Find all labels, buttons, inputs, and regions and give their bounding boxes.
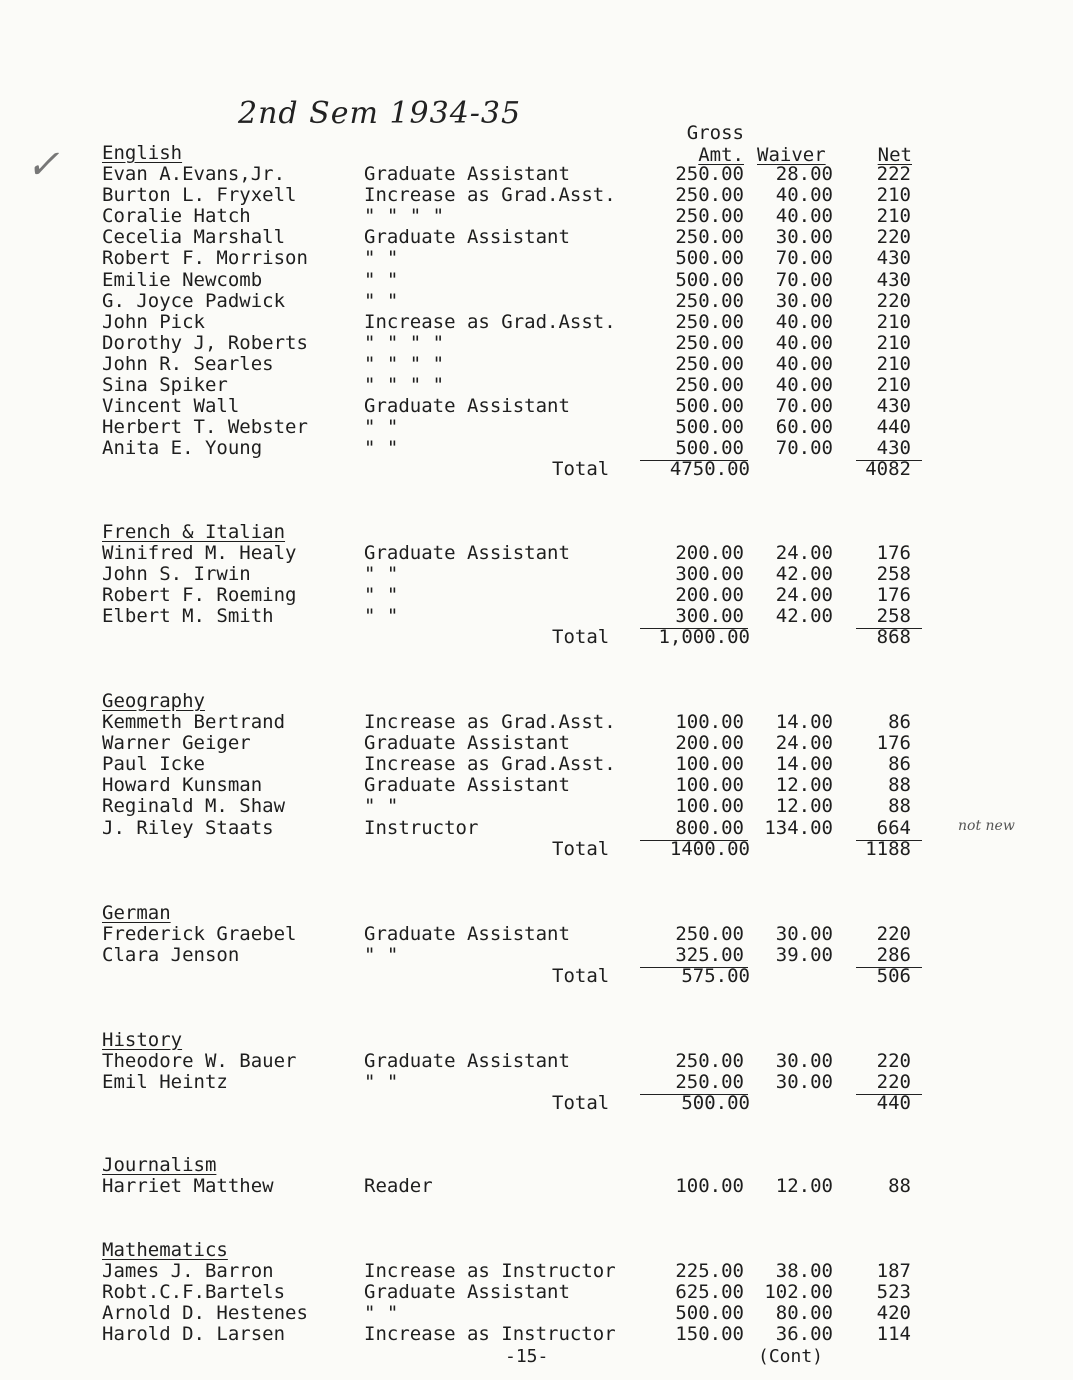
employee-name: Cecelia Marshall: [102, 226, 286, 249]
employee-name: Frederick Graebel: [102, 923, 297, 945]
position-title: " " " ": [364, 331, 445, 354]
waiver-amount: 70.00: [775, 437, 833, 460]
gross-amount: 250.00: [675, 352, 744, 375]
employee-name: Warner Geiger: [102, 732, 251, 755]
net-amount: 88: [888, 774, 911, 797]
net-amount: 258: [876, 563, 911, 586]
waiver-amount: 36.00: [775, 1323, 833, 1346]
department-heading: Geography: [102, 690, 205, 712]
gross-amount: 300.00: [675, 605, 744, 628]
gross-amount: 250.00: [675, 184, 744, 207]
waiver-amount: 40.00: [775, 331, 833, 354]
gross-amount: 250.00: [675, 923, 744, 945]
employee-name: Emilie Newcomb: [102, 268, 263, 291]
gross-amount: 250.00: [675, 1050, 744, 1072]
gross-amount: 250.00: [675, 374, 744, 396]
waiver-amount: 42.00: [775, 605, 833, 628]
position-title: " " " ": [364, 352, 445, 375]
net-amount: 430: [876, 268, 911, 291]
employee-name: Kemmeth Bertrand: [102, 711, 286, 733]
employee-name: Harold D. Larsen: [102, 1323, 286, 1346]
total-net: 4082: [865, 458, 911, 481]
gross-amount: 250.00: [675, 1071, 744, 1094]
gross-amount: 500.00: [675, 1302, 744, 1325]
page-number: -15-: [505, 1346, 549, 1367]
employee-name: Coralie Hatch: [102, 205, 251, 228]
net-amount: 86: [888, 711, 911, 733]
net-amount: 286: [876, 944, 911, 967]
net-amount: 220: [876, 1050, 911, 1072]
department-heading: History: [102, 1029, 183, 1051]
net-amount: 664: [876, 816, 911, 839]
waiver-amount: 38.00: [775, 1260, 833, 1282]
waiver-amount: 102.00: [764, 1281, 833, 1304]
net-amount: 220: [876, 923, 911, 945]
position-title: " ": [364, 584, 399, 607]
handwritten-title: 2nd Sem 1934-35: [238, 96, 522, 131]
position-title: " " " ": [364, 374, 445, 396]
continued-note: (Cont): [758, 1346, 824, 1367]
waiver-amount: 80.00: [775, 1302, 833, 1325]
net-amount: 114: [876, 1323, 911, 1346]
waiver-amount: 60.00: [775, 416, 833, 439]
position-title: " ": [364, 247, 399, 270]
net-amount: 210: [876, 374, 911, 396]
net-amount: 86: [888, 753, 911, 776]
waiver-amount: 24.00: [775, 732, 833, 755]
gross-amount: 100.00: [675, 774, 744, 797]
gross-amount: 500.00: [675, 268, 744, 291]
position-title: Graduate Assistant: [364, 395, 570, 418]
position-title: " ": [364, 795, 399, 818]
total-label: Total: [552, 837, 610, 860]
position-title: " ": [364, 268, 399, 291]
position-title: Graduate Assistant: [364, 923, 570, 945]
handwritten-margin-note: not new: [958, 818, 1015, 834]
waiver-amount: 24.00: [775, 542, 833, 564]
position-title: Graduate Assistant: [364, 1050, 570, 1072]
total-label: Total: [552, 626, 610, 649]
gross-amount: 100.00: [675, 753, 744, 776]
waiver-amount: 14.00: [775, 753, 833, 776]
net-amount: 430: [876, 247, 911, 270]
total-net: 506: [876, 965, 911, 988]
position-title: Increase as Instructor: [364, 1323, 616, 1346]
position-title: Increase as Grad.Asst.: [364, 753, 616, 776]
net-amount: 220: [876, 1071, 911, 1094]
gross-amount: 150.00: [675, 1323, 744, 1346]
position-title: Graduate Assistant: [364, 1281, 570, 1304]
waiver-amount: 30.00: [775, 923, 833, 945]
gross-amount: 100.00: [675, 1175, 744, 1197]
net-amount: 210: [876, 331, 911, 354]
waiver-header: Waiver: [757, 144, 826, 166]
employee-name: James J. Barron: [102, 1260, 274, 1282]
employee-name: Robt.C.F.Bartels: [102, 1281, 286, 1304]
employee-name: Robert F. Morrison: [102, 247, 308, 270]
waiver-amount: 40.00: [775, 352, 833, 375]
position-title: " ": [364, 1302, 399, 1325]
employee-name: G. Joyce Padwick: [102, 289, 286, 312]
waiver-amount: 30.00: [775, 1050, 833, 1072]
waiver-amount: 134.00: [764, 816, 833, 839]
net-amount: 258: [876, 605, 911, 628]
total-gross: 4750.00: [669, 458, 750, 481]
employee-name: Harriet Matthew: [102, 1175, 274, 1197]
waiver-amount: 24.00: [775, 584, 833, 607]
waiver-amount: 70.00: [775, 395, 833, 418]
waiver-amount: 70.00: [775, 247, 833, 270]
position-title: " ": [364, 1071, 399, 1094]
position-title: Reader: [364, 1175, 433, 1197]
department-heading: Mathematics: [102, 1239, 228, 1261]
employee-name: Dorothy J, Roberts: [102, 331, 308, 354]
gross-amount: 200.00: [675, 584, 744, 607]
employee-name: Arnold D. Hestenes: [102, 1302, 308, 1325]
waiver-amount: 42.00: [775, 563, 833, 586]
gross-amount: 800.00: [675, 816, 744, 839]
position-title: Instructor: [364, 816, 479, 839]
net-amount: 210: [876, 352, 911, 375]
department-heading: English: [102, 142, 183, 164]
position-title: Graduate Assistant: [364, 732, 570, 755]
total-net: 440: [876, 1092, 911, 1115]
position-title: " ": [364, 605, 399, 628]
net-amount: 88: [888, 795, 911, 818]
gross-amount: 500.00: [675, 395, 744, 418]
waiver-amount: 30.00: [775, 289, 833, 312]
position-title: " " " ": [364, 205, 445, 228]
waiver-amount: 39.00: [775, 944, 833, 967]
net-amount: 187: [876, 1260, 911, 1282]
net-header: Net: [877, 144, 912, 166]
total-gross: 1400.00: [669, 837, 750, 860]
employee-name: Elbert M. Smith: [102, 605, 274, 628]
gross-amount: 250.00: [675, 226, 744, 249]
employee-name: Burton L. Fryxell: [102, 184, 297, 207]
gross-amount: 500.00: [675, 416, 744, 439]
employee-name: Reginald M. Shaw: [102, 795, 286, 818]
waiver-amount: 40.00: [775, 184, 833, 207]
employee-name: Anita E. Young: [102, 437, 263, 460]
employee-name: Clara Jenson: [102, 944, 240, 967]
employee-name: Robert F. Roeming: [102, 584, 297, 607]
gross-header-line2: Amt.: [698, 144, 744, 166]
employee-name: J. Riley Staats: [102, 816, 274, 839]
gross-amount: 300.00: [675, 563, 744, 586]
net-amount: 88: [888, 1175, 911, 1197]
gross-amount: 250.00: [675, 331, 744, 354]
gross-amount: 100.00: [675, 711, 744, 733]
gross-amount: 325.00: [675, 944, 744, 967]
employee-name: Emil Heintz: [102, 1071, 228, 1094]
net-amount: 220: [876, 226, 911, 249]
net-amount: 220: [876, 289, 911, 312]
total-gross: 500.00: [681, 1092, 750, 1115]
position-title: Graduate Assistant: [364, 226, 570, 249]
department-heading: Journalism: [102, 1154, 217, 1176]
waiver-amount: 14.00: [775, 711, 833, 733]
gross-amount: 250.00: [675, 205, 744, 228]
net-amount: 430: [876, 437, 911, 460]
employee-name: John R. Searles: [102, 352, 274, 375]
employee-name: Vincent Wall: [102, 395, 240, 418]
employee-name: Evan A.Evans,Jr.: [102, 163, 286, 185]
gross-amount: 200.00: [675, 542, 744, 564]
position-title: Graduate Assistant: [364, 774, 570, 797]
department-heading: German: [102, 902, 171, 924]
position-title: " ": [364, 563, 399, 586]
total-label: Total: [552, 458, 610, 481]
gross-amount: 500.00: [675, 437, 744, 460]
total-gross: 1,000.00: [658, 626, 750, 649]
position-title: Graduate Assistant: [364, 163, 570, 185]
employee-name: Sina Spiker: [102, 374, 228, 396]
gross-amount: 250.00: [675, 310, 744, 333]
net-amount: 430: [876, 395, 911, 418]
net-amount: 222: [876, 163, 911, 185]
employee-name: Paul Icke: [102, 753, 205, 776]
gross-amount: 250.00: [675, 289, 744, 312]
employee-name: Howard Kunsman: [102, 774, 263, 797]
net-amount: 210: [876, 184, 911, 207]
net-amount: 176: [876, 584, 911, 607]
gross-amount: 500.00: [675, 247, 744, 270]
position-title: " ": [364, 416, 399, 439]
total-label: Total: [552, 965, 610, 988]
net-amount: 176: [876, 542, 911, 564]
waiver-amount: 12.00: [775, 774, 833, 797]
waiver-amount: 12.00: [775, 1175, 833, 1197]
position-title: Increase as Grad.Asst.: [364, 711, 616, 733]
net-amount: 523: [876, 1281, 911, 1304]
waiver-amount: 30.00: [775, 226, 833, 249]
net-amount: 420: [876, 1302, 911, 1325]
net-amount: 210: [876, 310, 911, 333]
gross-header-line1: Gross: [686, 122, 744, 144]
position-title: " ": [364, 289, 399, 312]
gross-amount: 250.00: [675, 163, 744, 185]
total-gross: 575.00: [681, 965, 750, 988]
gross-amount: 100.00: [675, 795, 744, 818]
position-title: " ": [364, 437, 399, 460]
total-net: 1188: [865, 837, 911, 860]
check-mark-icon: ✓: [26, 142, 60, 188]
gross-amount: 225.00: [675, 1260, 744, 1282]
position-title: Graduate Assistant: [364, 542, 570, 564]
waiver-amount: 40.00: [775, 205, 833, 228]
employee-name: John S. Irwin: [102, 563, 251, 586]
total-net: 868: [876, 626, 911, 649]
gross-amount: 625.00: [675, 1281, 744, 1304]
employee-name: Theodore W. Bauer: [102, 1050, 297, 1072]
department-heading: French & Italian: [102, 521, 286, 543]
net-amount: 176: [876, 732, 911, 755]
net-amount: 440: [876, 416, 911, 439]
net-amount: 210: [876, 205, 911, 228]
total-label: Total: [552, 1092, 610, 1115]
position-title: " ": [364, 944, 399, 967]
employee-name: Winifred M. Healy: [102, 542, 297, 564]
waiver-amount: 12.00: [775, 795, 833, 818]
waiver-amount: 28.00: [775, 163, 833, 185]
waiver-amount: 40.00: [775, 310, 833, 333]
employee-name: John Pick: [102, 310, 205, 333]
waiver-amount: 40.00: [775, 374, 833, 396]
position-title: Increase as Grad.Asst.: [364, 184, 616, 207]
position-title: Increase as Grad.Asst.: [364, 310, 616, 333]
employee-name: Herbert T. Webster: [102, 416, 308, 439]
waiver-amount: 30.00: [775, 1071, 833, 1094]
gross-amount: 200.00: [675, 732, 744, 755]
position-title: Increase as Instructor: [364, 1260, 616, 1282]
waiver-amount: 70.00: [775, 268, 833, 291]
